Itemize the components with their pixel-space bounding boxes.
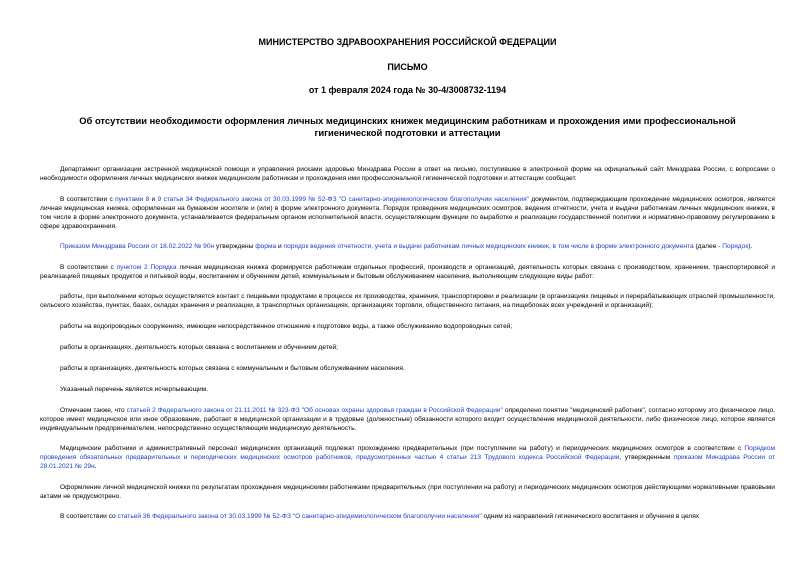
paragraph-law-323: [40, 406, 775, 433]
document-title: Об отсутствии необходимости оформления личных медицинских книжек медицинским работникам и прохождения ими профессиональной гигиенической подготовки и аттестации: [79, 115, 736, 138]
text: (далее -: [693, 243, 723, 250]
text: ).: [748, 243, 753, 250]
text: , утвержденным: [619, 454, 674, 461]
text: одним из направлений гигиенического воспитания и обучения в целях: [481, 513, 700, 520]
text: Отмечаем также, что: [60, 406, 127, 414]
link-items-8[interactable]: пунктами 8: [115, 195, 150, 203]
paragraph-work-communal: работы в организациях, деятельность которых связана с коммунальным и бытовым обслуживанием населения.: [60, 364, 405, 372]
document-date-number: от 1 февраля 2024 года № 30-4/3008732-1194: [308, 85, 507, 95]
text: В соответствии с: [60, 195, 116, 203]
paragraph-intro: Департамент организации экстренной медицинской помощи и управления рисками здоровью Минздрава России в ответ на письмо, поступившее в электронной форме на официальный сайт Минздрава России, с вопросами о необходимости оформления личных медицинских книжек медицинским работникам и прохождения ими профессиональной гигиенической подготовки и аттестации сообщает.: [40, 166, 775, 182]
text: личная медицинская книжка формируется работникам отдельных профессий, производств и организаций, деятельность которых связана с производством, хранением, транспортировкой и реализацией пищевых продуктов и питьевой воды, воспитанием и обучением детей, коммунальным и бытовым обслуживанием населения, выполняющим следующие виды работ:: [40, 263, 775, 280]
paragraph-work-water: работы на водопроводных сооружениях, имеющие непосредственное отношение к подготовке воды, а также обслуживанию водопроводных сетей;: [60, 322, 513, 330]
link-item-9[interactable]: 9: [157, 195, 162, 203]
document-body: [40, 165, 775, 521]
link-exam-procedure[interactable]: Порядком проведения обязательных предварительных и периодических медицинских осмотров работников, предусмотренных частью 4 статьи 213 Трудового кодекса Российской Федерации: [40, 445, 775, 461]
link-article-2-law-323[interactable]: статьей 2 Федерального закона от 21.11.2011 № 323-ФЗ "Об основах охраны здоровья граждан в Российской Федерации": [126, 406, 503, 414]
text: определено понятие "медицинский работник", согласно которому это физическое лицо, которое имеет медицинское или иное образование, работает в медицинской организации и в трудовые (должностные) обязанности которого входит осуществление медицинской деятельности, либо физическое лицо, которое является индивидуальным предпринимателем, непосредственно осуществляющим медицинскую деятельность.: [40, 406, 776, 432]
text: В соответствии с: [60, 263, 117, 271]
text: .: [94, 463, 97, 470]
ministry-heading: МИНИСТЕРСТВО ЗДРАВООХРАНЕНИЯ РОССИЙСКОЙ ФЕДЕРАЦИИ: [258, 37, 557, 47]
paragraph-exhaustive: Указанный перечень является исчерпывающим.: [60, 385, 209, 393]
text: и: [276, 243, 284, 250]
paragraph-law-52: [40, 195, 775, 231]
paragraph-not-required: Оформление личной медицинской книжки по результатам прохождения медицинскими работниками предварительных (при поступлении на работу) и периодических медицинских осмотров действующими нормативными правовыми актами не предусмотрено.: [40, 483, 775, 500]
paragraph-order-90n: [40, 242, 775, 251]
text: и: [149, 195, 158, 203]
text: В соответствии со: [60, 513, 118, 520]
paragraph-work-children: работы в организациях, деятельность которых связана с воспитанием и обучением детей;: [60, 343, 338, 351]
text: Медицинские работники и административный персонал медицинских организаций подлежат прохождению предварительных (при поступлении на работу) и периодических медицинских осмотров в соответствии с: [60, 445, 745, 452]
link-item-2-procedure[interactable]: пунктом 2 Порядка: [116, 263, 177, 271]
link-order-90n[interactable]: Приказом Минздрава России от 18.02.2022 № 90н: [60, 243, 215, 250]
paragraph-medical-exams: [40, 444, 775, 471]
document-kind: ПИСЬМО: [387, 62, 428, 72]
link-article-34-law-52[interactable]: статьи 34 Федерального закона от 30.03.1999 № 52-ФЗ "О санитарно-эпидемиологическом благополучии населения": [163, 195, 529, 203]
link-procedure-full[interactable]: порядок ведения отчетности, учета и выдачи работникам личных медицинских книжек, в том числе в форме электронного документа: [283, 243, 694, 250]
paragraph-work-food: работы, при выполнении которых осуществляется контакт с пищевыми продуктами в процессе их производства, хранения, транспортировки и реализации (в организациях пищевых и перерабатывающих отраслей промышленности, сельского хозяйства, пунктах, базах, складах хранения и реализации, в транспортных организациях, организациях торговли, общественного питания, на пищеблоках всех учреждений и организаций);: [40, 293, 775, 309]
link-order-29n[interactable]: приказом Минздрава России от 28.01.2021 № 29н: [40, 454, 775, 470]
link-article-36-law-52[interactable]: статьей 36 Федерального закона от 30.03.1999 № 52-ФЗ "О санитарно-эпидемиологическом благополучии населения": [117, 513, 482, 520]
text: документом, подтверждающим прохождение медицинских осмотров, является личная медицинская книжка, оформленная на бумажном носителе и (или) в форме электронного документа. Порядок проведения медицинских осмотров, ведения отчетности, учета и выдачи работникам личных медицинских книжек, в том числе в форме электронного документа, устанавливается федеральным органом исполнительной власти, осуществляющим функции по выработке и реализации государственной политики и нормативно-правовому регулированию в сфере здравоохранения.: [40, 195, 776, 230]
link-form[interactable]: форма: [255, 243, 277, 250]
paragraph-item-2: [40, 263, 775, 281]
paragraph-article-36: [40, 512, 775, 521]
text: утверждены: [214, 243, 256, 250]
link-procedure[interactable]: Порядок: [722, 243, 749, 250]
